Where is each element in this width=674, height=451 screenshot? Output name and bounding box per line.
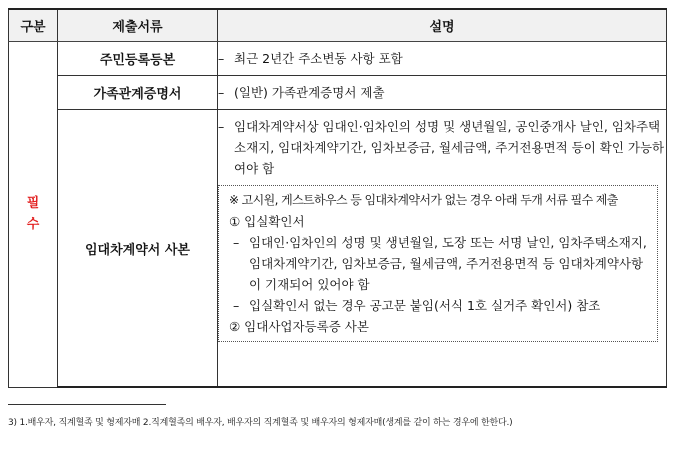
- document-description: [218, 42, 667, 76]
- note-subitem: [229, 232, 651, 295]
- note-item: ① 입실확인서: [229, 214, 305, 229]
- footnote-divider: [8, 404, 166, 405]
- header-description: 설명: [218, 9, 667, 42]
- dash-mark: –: [218, 51, 225, 66]
- desc-text: 최근 2년간 주소변동 사항 포함: [234, 51, 403, 66]
- desc-bullet: [218, 116, 666, 179]
- required-category-cell: [9, 42, 58, 388]
- note-subitem: [229, 295, 651, 316]
- subitem-text: 입실확인서 없는 경우 공고문 붙임(서식 1호 실거주 확인서) 참조: [249, 298, 601, 313]
- table-header-row: [9, 9, 667, 42]
- document-description: [218, 76, 667, 110]
- alternative-documents-note: [218, 185, 658, 342]
- dash-mark: –: [218, 119, 225, 134]
- table-row: [9, 110, 667, 388]
- dash-mark: –: [233, 298, 240, 313]
- desc-bullet: [218, 48, 666, 69]
- subitem-text: 임대인·임차인의 성명 및 생년월일, 도장 또는 서명 날인, 임차주택소재지, 임대차계약기간, 임차보증금, 월세금액, 주거전용면적 등 임대차계약사항이 기재되어 있어야 함: [249, 235, 647, 292]
- document-name: 주민등록등본: [58, 42, 218, 76]
- document-name: 임대차계약서 사본: [58, 110, 218, 388]
- table-row: [9, 76, 667, 110]
- category-char: 수: [26, 217, 40, 233]
- desc-text: (일반) 가족관계증명서 제출: [234, 85, 385, 100]
- note-title: ※ 고시원, 게스트하우스 등 임대차계약서가 없는 경우 아래 두개 서류 필수 제출: [229, 193, 618, 207]
- document-description: [218, 110, 667, 388]
- category-char: 필: [26, 196, 40, 212]
- header-documents: 제출서류: [58, 9, 218, 42]
- table-row: [9, 42, 667, 76]
- desc-bullet: [218, 82, 666, 103]
- documents-table: [8, 8, 667, 388]
- footnote: 3) 1.배우자, 직계혈족 및 형제자매 2.직계혈족의 배우자, 배우자의 직계혈족 및 배우자의 형제자매(생계를 같이 하는 경우에 한한다.): [8, 418, 513, 428]
- desc-text: 임대차계약서상 임대인·임차인의 성명 및 생년월일, 공인중개사 날인, 임차주택소재지, 임대차계약기간, 임차보증금, 월세금액, 주거전용면적 등이 확인 가능하여야 함: [234, 119, 665, 176]
- note-item: ② 임대사업자등록증 사본: [229, 319, 369, 334]
- dash-mark: –: [218, 85, 225, 100]
- dash-mark: –: [233, 235, 240, 250]
- document-name: 가족관계증명서: [58, 76, 218, 110]
- header-category: 구분: [9, 9, 58, 42]
